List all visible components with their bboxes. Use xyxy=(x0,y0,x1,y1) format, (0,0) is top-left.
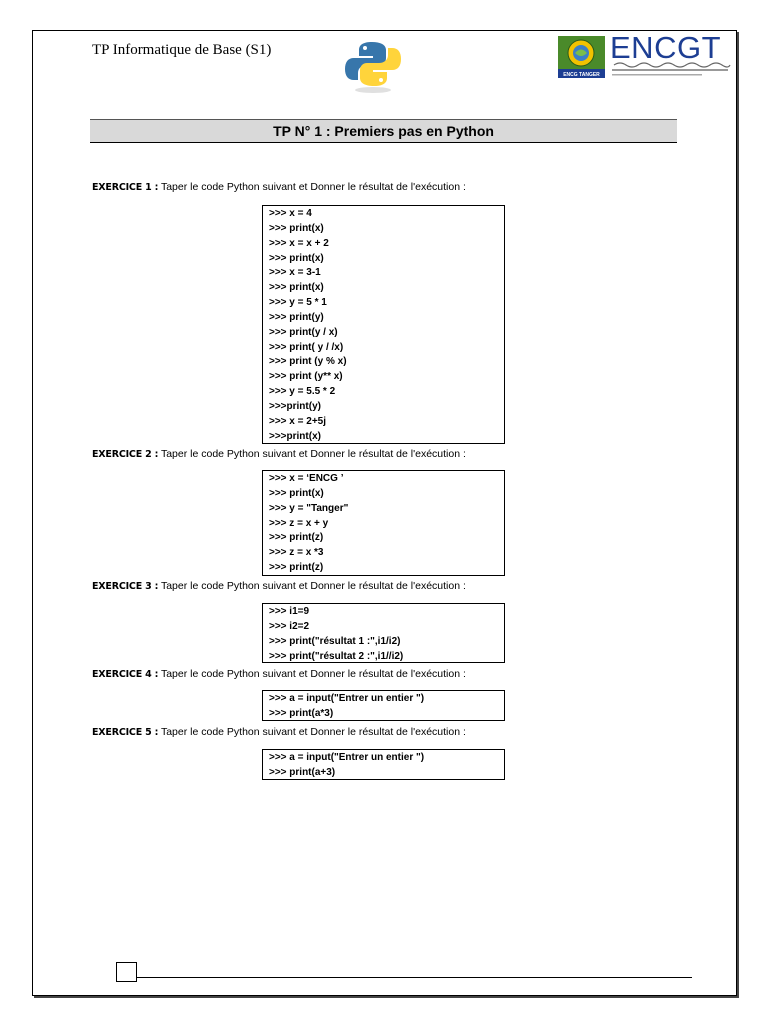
code-line: >>> i2=2 xyxy=(269,620,310,632)
school-logo-text: ENCGT xyxy=(610,30,721,65)
code-line: >>> print(y / x) xyxy=(269,326,338,338)
code-line: >>> print(z) xyxy=(269,532,324,544)
exercise-3-label: EXERCICE 3 : xyxy=(92,581,159,592)
exercise-4-label: EXERCICE 4 : xyxy=(92,669,159,680)
code-line: >>> y = 5 * 1 xyxy=(269,297,327,309)
code-line: >>> print( y / /x) xyxy=(269,341,344,353)
code-line: >>> print(a+3) xyxy=(269,766,336,778)
exercise-5-label: EXERCICE 5 : xyxy=(92,727,159,738)
exercise-2-heading xyxy=(92,448,466,460)
code-line: >>> z = x + y xyxy=(269,517,329,529)
exercise-5-heading xyxy=(92,726,466,738)
code-line: >>> print(x) xyxy=(269,487,324,499)
school-arabic-name-graphic xyxy=(610,60,732,80)
code-line: >>> print("résultat 2 :",i1//i2) xyxy=(269,650,404,662)
code-line: >>> print(x) xyxy=(269,282,324,294)
exercise-3-heading xyxy=(92,580,466,592)
exercise-1-instruction: Taper le code Python suivant et Donner le résultat de l'exécution : xyxy=(160,181,466,193)
code-line: >>> print(x) xyxy=(269,222,324,234)
code-line: >>> x = x + 2 xyxy=(269,237,329,249)
code-line: >>> print(x) xyxy=(269,252,324,264)
exercise-4-heading xyxy=(92,668,466,680)
code-line: >>> x = 2+5j xyxy=(269,415,326,427)
code-line: >>> a = input("Entrer un entier ") xyxy=(269,752,425,763)
footer-page-box xyxy=(116,962,137,982)
code-line: >>> x = 3-1 xyxy=(269,267,321,279)
document-title: TP N° 1 : Premiers pas en Python xyxy=(90,119,677,143)
encg-emblem-icon xyxy=(558,36,605,78)
school-logo xyxy=(558,30,732,80)
code-line: >>> print(z) xyxy=(269,562,324,574)
emblem-caption: ENCG TANGER xyxy=(563,72,600,78)
exercise-3-code-box xyxy=(262,603,505,663)
footer-divider xyxy=(136,977,692,978)
course-title: TP Informatique de Base (S1) xyxy=(92,42,272,58)
code-line: >>> print(a*3) xyxy=(269,707,334,719)
exercise-5-instruction: Taper le code Python suivant et Donner le résultat de l'exécution : xyxy=(160,726,466,738)
code-line: >>> print (y** x) xyxy=(269,371,343,383)
exercise-1-heading xyxy=(92,181,466,193)
exercise-2-label: EXERCICE 2 : xyxy=(92,449,159,460)
exercise-2-instruction: Taper le code Python suivant et Donner le résultat de l'exécution : xyxy=(160,448,466,460)
exercise-4-code-box xyxy=(262,690,505,721)
exercise-5-code-box xyxy=(262,749,505,780)
code-line: >>> print("résultat 1 :",i1/i2) xyxy=(269,635,401,647)
exercise-3-instruction: Taper le code Python suivant et Donner le résultat de l'exécution : xyxy=(160,580,466,592)
code-line: >>> print(y) xyxy=(269,311,324,323)
python-logo-icon xyxy=(343,38,403,94)
code-line: >>>print(x) xyxy=(269,430,321,442)
exercise-4-instruction: Taper le code Python suivant et Donner le résultat de l'exécution : xyxy=(160,668,466,680)
code-line: >>> z = x *3 xyxy=(269,547,324,559)
exercise-1-label: EXERCICE 1 : xyxy=(92,182,159,193)
exercise-2-code-box xyxy=(262,470,505,576)
code-line: >>> i1=9 xyxy=(269,606,310,617)
code-line: >>>print(y) xyxy=(269,400,321,412)
code-line: >>> print (y % x) xyxy=(269,356,347,368)
code-line: >>> a = input("Entrer un entier ") xyxy=(269,693,425,704)
code-line: >>> x = ‘ENCG ’ xyxy=(269,473,344,484)
code-line: >>> y = 5.5 * 2 xyxy=(269,386,336,398)
exercise-1-code-box xyxy=(262,205,505,444)
code-line: >>> x = 4 xyxy=(269,208,312,219)
code-line: >>> y = "Tanger" xyxy=(269,502,349,514)
